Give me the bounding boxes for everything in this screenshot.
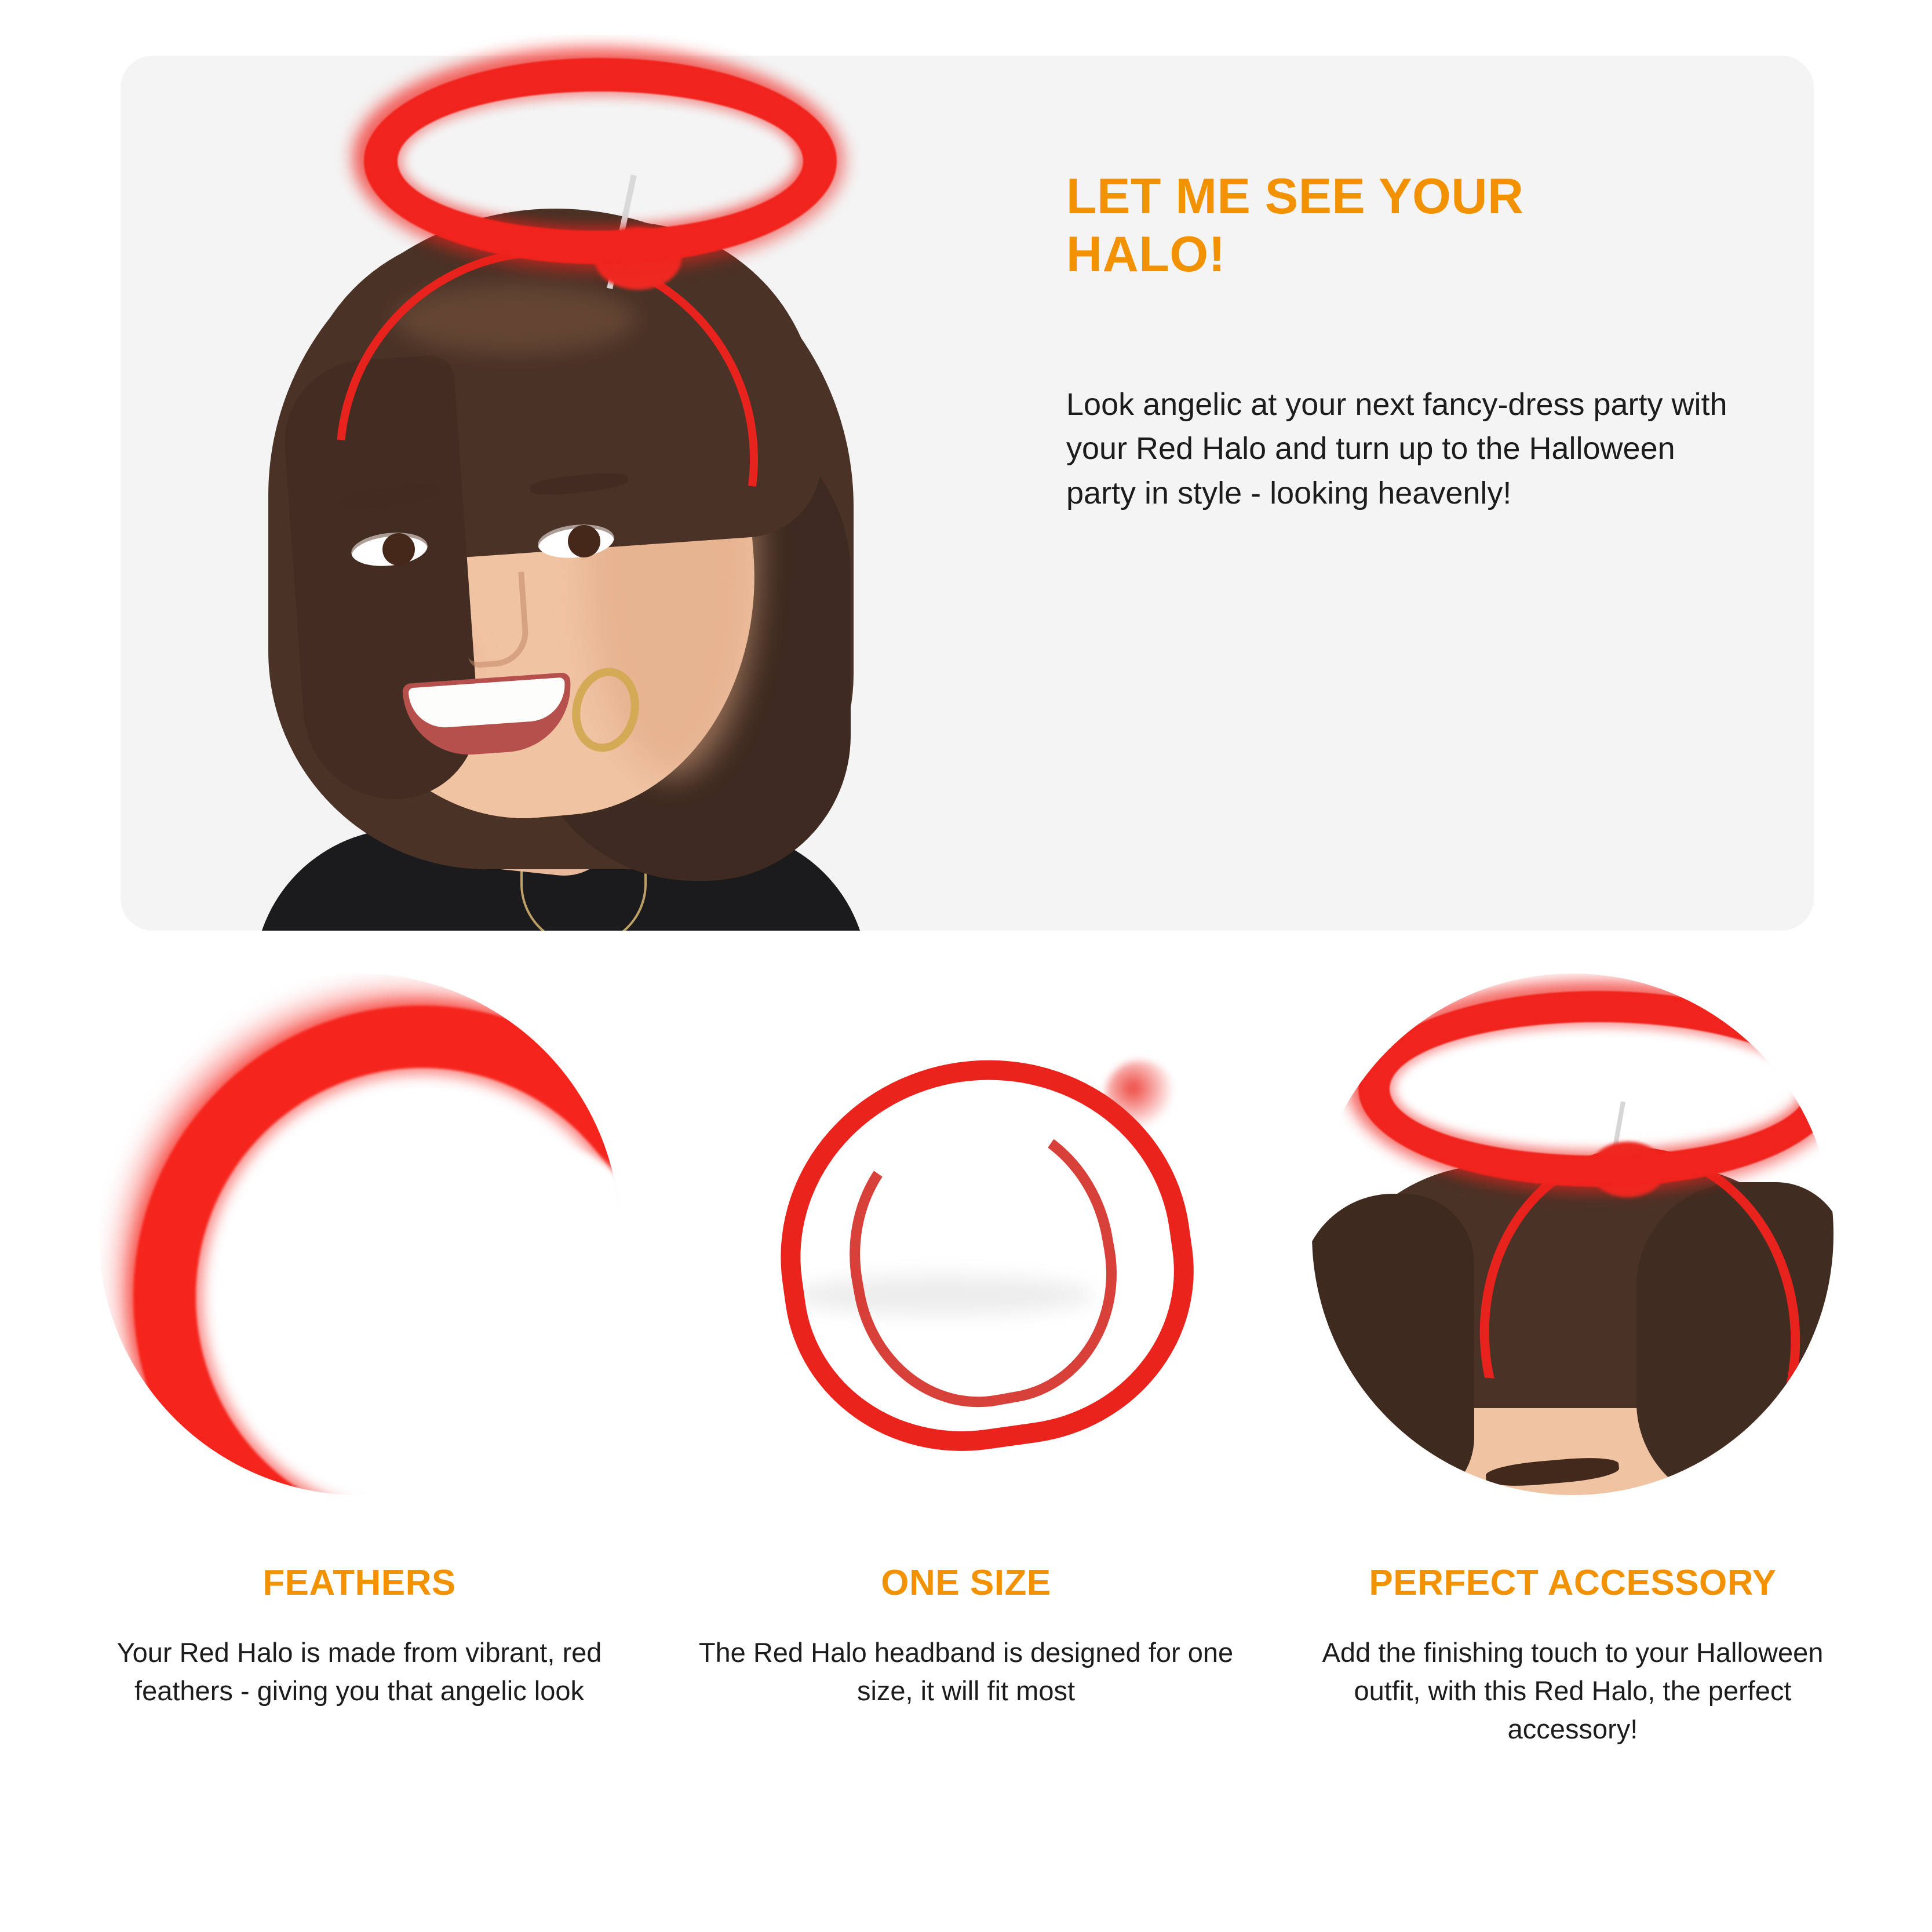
feature-title-perfect-accessory: PERFECT ACCESSORY (1369, 1563, 1777, 1603)
feature-image-one-size (699, 974, 1233, 1507)
feature-column-perfect-accessory (1289, 974, 1857, 1748)
feature-image-perfect-accessory (1306, 974, 1839, 1507)
pupil-right (568, 525, 600, 557)
nose-shape (463, 571, 531, 668)
feature-row (75, 974, 1857, 1748)
halo-ring (364, 58, 837, 264)
crop-halo-ring (1358, 991, 1833, 1187)
hero-product-photo (121, 35, 932, 931)
feature-column-one-size (682, 974, 1250, 1748)
feature-column-feathers (75, 974, 643, 1748)
feature-title-one-size: ONE SIZE (881, 1563, 1051, 1603)
hero-title: LET ME SEE YOUR HALO! (1066, 169, 1524, 282)
feature-desc-feathers: Your Red Halo is made from vibrant, red feathers - giving you that angelic look (116, 1637, 602, 1706)
feature-desc-perfect-accessory: Add the finishing touch to your Halloween outfit, with this Red Halo, the perfect accessory! (1322, 1637, 1824, 1744)
feature-title-feathers: FEATHERS (263, 1563, 456, 1603)
crop-hair-left (1312, 1194, 1474, 1495)
hero-text-block (1066, 168, 1762, 516)
pupil-left (382, 533, 415, 566)
headband-tip (1105, 1060, 1175, 1130)
feature-image-feathers (93, 974, 626, 1507)
feature-desc-one-size: The Red Halo headband is designed for one size, it will fit most (698, 1637, 1234, 1706)
hero-description: Look angelic at your next fancy-dress party with your Red Halo and turn up to the Halloween party in style - looking heavenly! (1066, 387, 1727, 511)
headband-illustration (781, 1060, 1151, 1408)
teeth-shape (408, 677, 567, 730)
cropped-model-illustration (1312, 974, 1833, 1495)
model-illustration (121, 35, 932, 931)
